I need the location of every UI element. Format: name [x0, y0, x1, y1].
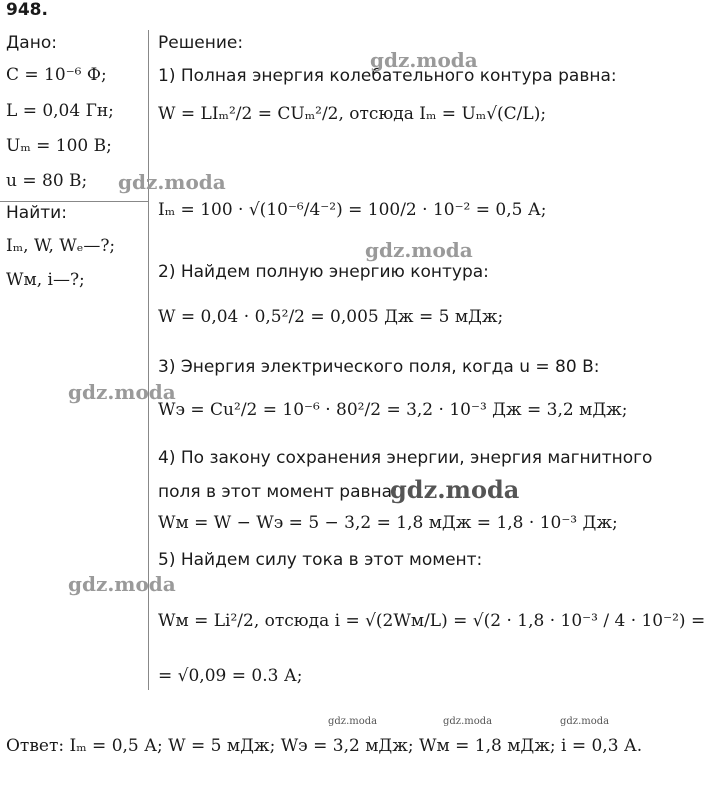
formula-current-amplitude: Iₘ = 100 · √(10⁻⁶/4⁻²) = 100/2 · 10⁻² = 0,5 А; [158, 200, 547, 220]
watermark: gdz.moda [68, 572, 176, 596]
given-capacitance [6, 65, 107, 85]
find-line-2: Wм, i—?; [6, 270, 85, 290]
given-voltage [6, 171, 87, 191]
given-line: L = 0,04 Гн; [6, 101, 114, 121]
watermark: gdz.moda [443, 716, 493, 727]
watermark: gdz.moda [560, 716, 610, 727]
watermark: gdz.moda [118, 170, 226, 194]
answer: Ответ: Iₘ = 0,5 А; W = 5 мДж; Wэ = 3,2 мДж; Wм = 1,8 мДж; i = 0,3 А. [6, 736, 643, 756]
step-5: 5) Найдем силу тока в этот момент: [158, 550, 483, 570]
formula-magnetic-energy: Wм = W − Wэ = 5 − 3,2 = 1,8 мДж = 1,8 · 10⁻³ Дж; [158, 513, 618, 533]
formula-total-energy: W = LIₘ²/2 = CUₘ²/2, отсюда Iₘ = Uₘ√(C/L); [158, 104, 547, 124]
given-line: Uₘ = 100 В; [6, 136, 112, 156]
watermark: gdz.moda [390, 475, 520, 504]
given-divider [0, 201, 148, 202]
given-heading: Дано: [6, 33, 57, 53]
watermark: gdz.moda [370, 48, 478, 72]
formula-electric-energy: Wэ = Cu²/2 = 10⁻⁶ · 80²/2 = 3,2 · 10⁻³ Дж = 3,2 мДж; [158, 400, 628, 420]
step-4-line-1: 4) По закону сохранения энергии, энергия магнитного [158, 448, 653, 468]
step-1: 1) Полная энергия колебательного контура равна: [158, 66, 617, 86]
watermark: gdz.moda [68, 380, 176, 404]
problem-number: 948. [6, 0, 48, 20]
find-heading: Найти: [6, 203, 67, 223]
formula-current: Wм = Li²/2, отсюда i = √(2Wм/L) = √(2 · 1,8 · 10⁻³ / 4 · 10⁻²) = [158, 611, 705, 631]
watermark: gdz.moda [365, 238, 473, 262]
given-inductance [6, 101, 114, 121]
given-voltage-amplitude [6, 136, 112, 156]
given-line: C = 10⁻⁶ Ф; [6, 65, 107, 85]
step-3: 3) Энергия электрического поля, когда u = 80 В: [158, 357, 600, 377]
step-4-line-2: поля в этот момент равна: [158, 482, 398, 502]
given-line: u = 80 В; [6, 171, 88, 191]
solution-heading: Решение: [158, 33, 244, 53]
formula-current-result: = √0,09 = 0.3 А; [158, 666, 303, 686]
formula-energy-value: W = 0,04 · 0,5²/2 = 0,005 Дж = 5 мДж; [158, 307, 504, 327]
step-2: 2) Найдем полную энергию контура: [158, 262, 489, 282]
find-line-1: Iₘ, W, Wₑ—?; [6, 236, 116, 256]
watermark: gdz.moda [328, 716, 378, 727]
